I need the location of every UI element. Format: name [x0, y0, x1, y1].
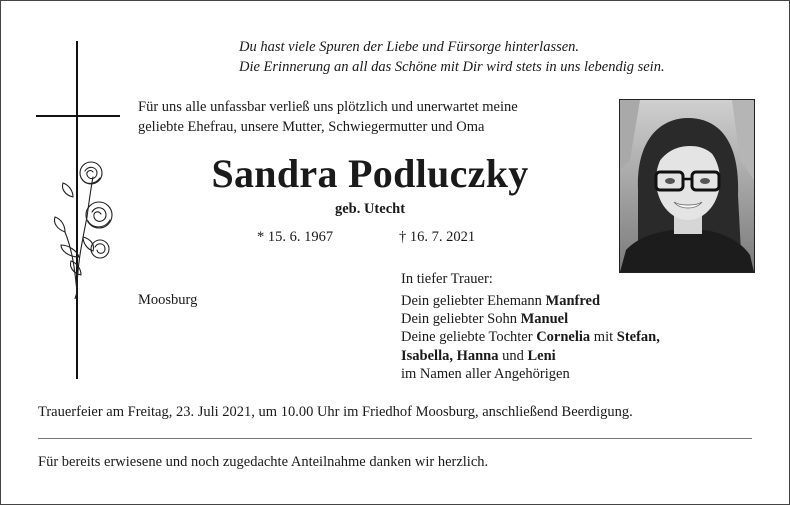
- mourner-son-name: Manuel: [520, 311, 569, 328]
- portrait-photo: [619, 99, 755, 273]
- mourner-spouse: [401, 292, 660, 310]
- grandchild-3: Leni: [527, 347, 556, 364]
- intro-line-2: geliebte Ehefrau, unsere Mutter, Schwiegermutter und Oma: [138, 119, 485, 135]
- cross-crossbar: [36, 115, 120, 117]
- maiden-name: geb. Utecht: [334, 201, 406, 217]
- mourner-son: [401, 310, 660, 328]
- intro-line-1: Für uns alle unfassbar verließ uns plötzlich und unerwartet meine: [138, 99, 518, 115]
- mourner-daughter-name: Cornelia: [536, 329, 591, 346]
- funeral-notice: Trauerfeier am Freitag, 23. Juli 2021, um 10.00 Uhr im Friedhof Moosburg, anschließend Beerdigung.: [38, 404, 633, 420]
- motto-line-1: Du hast viele Spuren der Liebe und Fürsorge hinterlassen.: [239, 39, 580, 55]
- mourner-partner-name: Stefan,: [616, 329, 660, 346]
- intro-text: [138, 97, 518, 137]
- death-date: † 16. 7. 2021: [399, 229, 476, 245]
- mourner-son-prefix: Dein geliebter Sohn: [401, 311, 517, 328]
- deceased-name: Sandra Podluczky: [211, 151, 529, 196]
- mourner-daughter-prefix: Deine geliebte Tochter: [401, 329, 533, 346]
- thanks-note: Für bereits erwiesene und noch zugedachte Anteilnahme danken wir herzlich.: [38, 454, 489, 470]
- motto: [239, 37, 665, 77]
- mourner-spouse-prefix: Dein geliebter Ehemann: [401, 293, 542, 309]
- grandchild-1: Isabella,: [401, 347, 453, 364]
- mourner-grandchildren: [401, 347, 660, 365]
- divider: [38, 438, 752, 439]
- mourner-daughter: [401, 328, 660, 346]
- mourner-spouse-name: Manfred: [545, 293, 601, 309]
- motto-line-2: Die Erinnerung an all das Schöne mit Dir wird stets in uns lebendig sein.: [239, 59, 665, 75]
- mourner-with: mit: [593, 329, 614, 346]
- place-name: Moosburg: [138, 292, 198, 308]
- birth-date: * 15. 6. 1967: [257, 229, 334, 245]
- mourners-list: [401, 292, 660, 383]
- mourner-and: und: [502, 347, 524, 364]
- grandchild-2: Hanna: [456, 347, 499, 364]
- mourner-closing: im Namen aller Angehörigen: [401, 365, 570, 382]
- roses-icon: [47, 157, 119, 299]
- mourning-heading: In tiefer Trauer:: [401, 271, 493, 287]
